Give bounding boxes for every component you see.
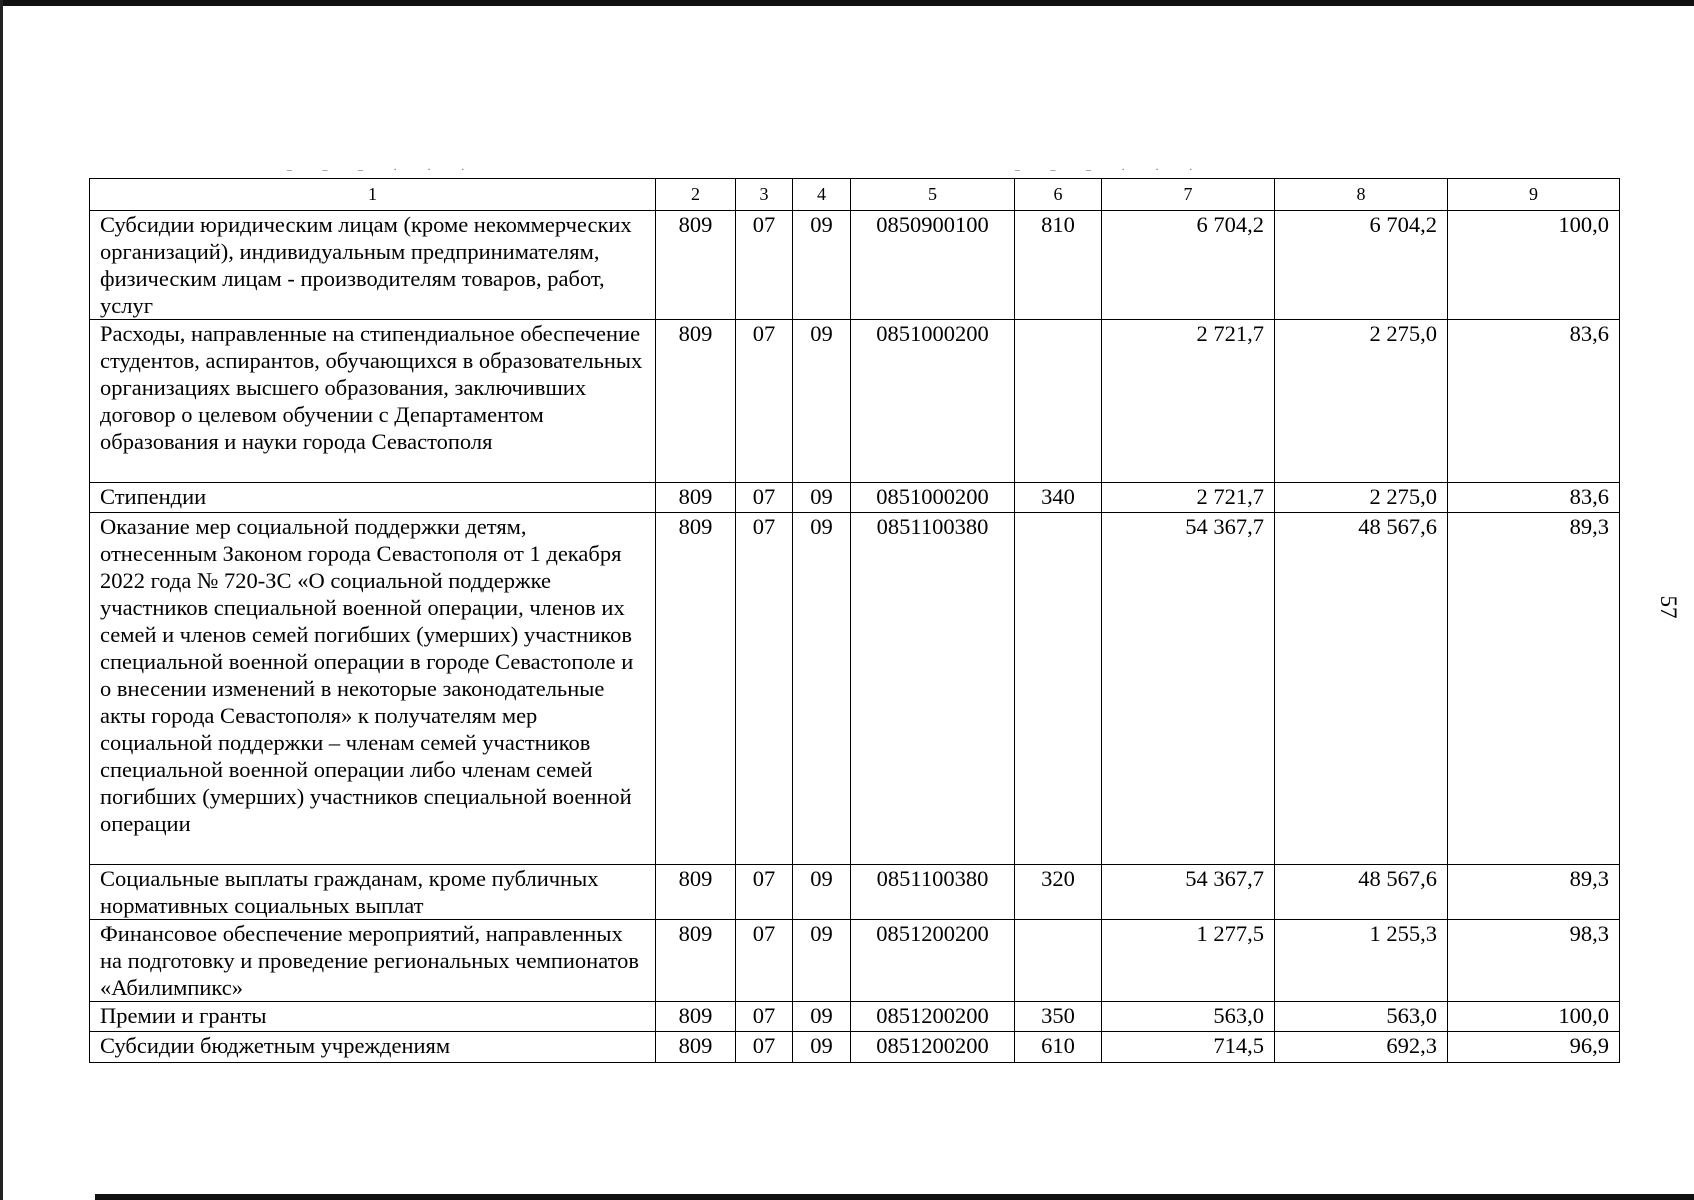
cell-value-9: 100,0	[1448, 1002, 1620, 1032]
table-row	[90, 320, 1620, 483]
cell-admin-code: 809	[656, 211, 736, 320]
cell-section: 07	[736, 1002, 793, 1032]
cell-value-9: 89,3	[1448, 513, 1620, 865]
table-row	[90, 1002, 1620, 1032]
header-dash-marks-right: – – – · · ·	[1015, 165, 1207, 176]
cell-value-8: 48 567,6	[1275, 865, 1448, 920]
cell-subsection: 09	[793, 920, 851, 1002]
cell-subsection: 09	[793, 483, 851, 513]
cell-value-8: 1 255,3	[1275, 920, 1448, 1002]
cell-admin-code: 809	[656, 920, 736, 1002]
cell-value-8: 48 567,6	[1275, 513, 1448, 865]
table-row	[90, 865, 1620, 920]
cell-value-9: 100,0	[1448, 211, 1620, 320]
cell-expense-type	[1015, 920, 1102, 1002]
column-header-3: 3	[736, 179, 793, 211]
cell-admin-code: 809	[656, 513, 736, 865]
column-header-2: 2	[656, 179, 736, 211]
cell-expense-type: 320	[1015, 865, 1102, 920]
column-header-7: 7	[1102, 179, 1275, 211]
scan-edge-top	[0, 0, 1694, 6]
row-name: Расходы, направленные на стипендиальное обеспечение студентов, аспирантов, обучающихся в образовательных организациях высшего образования, заключивших договор о целевом обучении с Департаментом образования и науки города Севастополя	[90, 320, 656, 483]
column-header-4: 4	[793, 179, 851, 211]
table-row	[90, 483, 1620, 513]
page-number: 57	[1656, 595, 1681, 619]
cell-subsection: 09	[793, 865, 851, 920]
cell-subsection: 09	[793, 1032, 851, 1063]
cell-value-9: 89,3	[1448, 865, 1620, 920]
table-row	[90, 211, 1620, 320]
table-row	[90, 1032, 1620, 1063]
row-name: Субсидии юридическим лицам (кроме некоммерческих организаций), индивидуальным предпринимателям, физическим лицам - производителям товаров, работ, услуг	[90, 211, 656, 320]
cell-section: 07	[736, 1032, 793, 1063]
cell-target-article: 0851000200	[851, 483, 1015, 513]
row-name: Социальные выплаты гражданам, кроме публичных нормативных социальных выплат	[90, 865, 656, 920]
cell-value-8: 2 275,0	[1275, 483, 1448, 513]
header-dash-marks-left: – – – · · ·	[287, 165, 479, 176]
column-header-9: 9	[1448, 179, 1620, 211]
cell-section: 07	[736, 211, 793, 320]
cell-value-9: 83,6	[1448, 320, 1620, 483]
cell-value-7: 2 721,7	[1102, 483, 1275, 513]
cell-value-9: 96,9	[1448, 1032, 1620, 1063]
cell-value-8: 2 275,0	[1275, 320, 1448, 483]
cell-value-7: 54 367,7	[1102, 513, 1275, 865]
cell-section: 07	[736, 513, 793, 865]
column-header-8: 8	[1275, 179, 1448, 211]
cell-section: 07	[736, 320, 793, 483]
cell-target-article: 0851200200	[851, 920, 1015, 1002]
cell-value-7: 6 704,2	[1102, 211, 1275, 320]
cell-expense-type	[1015, 513, 1102, 865]
cell-target-article: 0851200200	[851, 1032, 1015, 1063]
cell-value-7: 2 721,7	[1102, 320, 1275, 483]
cell-target-article: 0851100380	[851, 513, 1015, 865]
cell-expense-type: 610	[1015, 1032, 1102, 1063]
cell-admin-code: 809	[656, 320, 736, 483]
cell-admin-code: 809	[656, 1032, 736, 1063]
cell-admin-code: 809	[656, 1002, 736, 1032]
cell-target-article: 0851200200	[851, 1002, 1015, 1032]
cell-section: 07	[736, 865, 793, 920]
cell-section: 07	[736, 483, 793, 513]
row-name: Стипендии	[90, 483, 656, 513]
scan-edge-bottom	[95, 1194, 1694, 1200]
scan-edge-left	[0, 0, 3, 1200]
row-name: Субсидии бюджетным учреждениям	[90, 1032, 656, 1063]
cell-expense-type: 340	[1015, 483, 1102, 513]
cell-value-8: 692,3	[1275, 1032, 1448, 1063]
table-row	[90, 920, 1620, 1002]
row-name: Премии и гранты	[90, 1002, 656, 1032]
cell-expense-type: 350	[1015, 1002, 1102, 1032]
cell-admin-code: 809	[656, 865, 736, 920]
table-header-row	[90, 179, 1620, 211]
cell-expense-type: 810	[1015, 211, 1102, 320]
cell-value-9: 98,3	[1448, 920, 1620, 1002]
row-name: Финансовое обеспечение мероприятий, направленных на подготовку и проведение региональных чемпионатов «Абилимпикс»	[90, 920, 656, 1002]
cell-section: 07	[736, 920, 793, 1002]
column-header-6: 6	[1015, 179, 1102, 211]
row-name: Оказание мер социальной поддержки детям, отнесенным Законом города Севастополя от 1 декабря 2022 года № 720-ЗС «О социальной поддержке участников специальной военной операции, членов их семей и членов семей погибших (умерших) участников специальной военной операции в городе Севастополе и о внесении изменений в некоторые законодательные акты города Севастополя» к получателям мер социальной поддержки – членам семей участников специальной военной операции либо членам семей погибших (умерших) участников специальной военной операции	[90, 513, 656, 865]
table-row	[90, 513, 1620, 865]
cell-expense-type	[1015, 320, 1102, 483]
cell-subsection: 09	[793, 1002, 851, 1032]
column-header-1: 1	[90, 179, 656, 211]
cell-subsection: 09	[793, 320, 851, 483]
cell-target-article: 0851000200	[851, 320, 1015, 483]
budget-table	[89, 178, 1620, 1063]
cell-value-7: 714,5	[1102, 1032, 1275, 1063]
cell-admin-code: 809	[656, 483, 736, 513]
cell-value-7: 54 367,7	[1102, 865, 1275, 920]
cell-value-8: 563,0	[1275, 1002, 1448, 1032]
cell-value-7: 563,0	[1102, 1002, 1275, 1032]
cell-value-7: 1 277,5	[1102, 920, 1275, 1002]
cell-value-8: 6 704,2	[1275, 211, 1448, 320]
column-header-5: 5	[851, 179, 1015, 211]
cell-target-article: 0851100380	[851, 865, 1015, 920]
cell-target-article: 0850900100	[851, 211, 1015, 320]
cell-subsection: 09	[793, 211, 851, 320]
cell-subsection: 09	[793, 513, 851, 865]
cell-value-9: 83,6	[1448, 483, 1620, 513]
